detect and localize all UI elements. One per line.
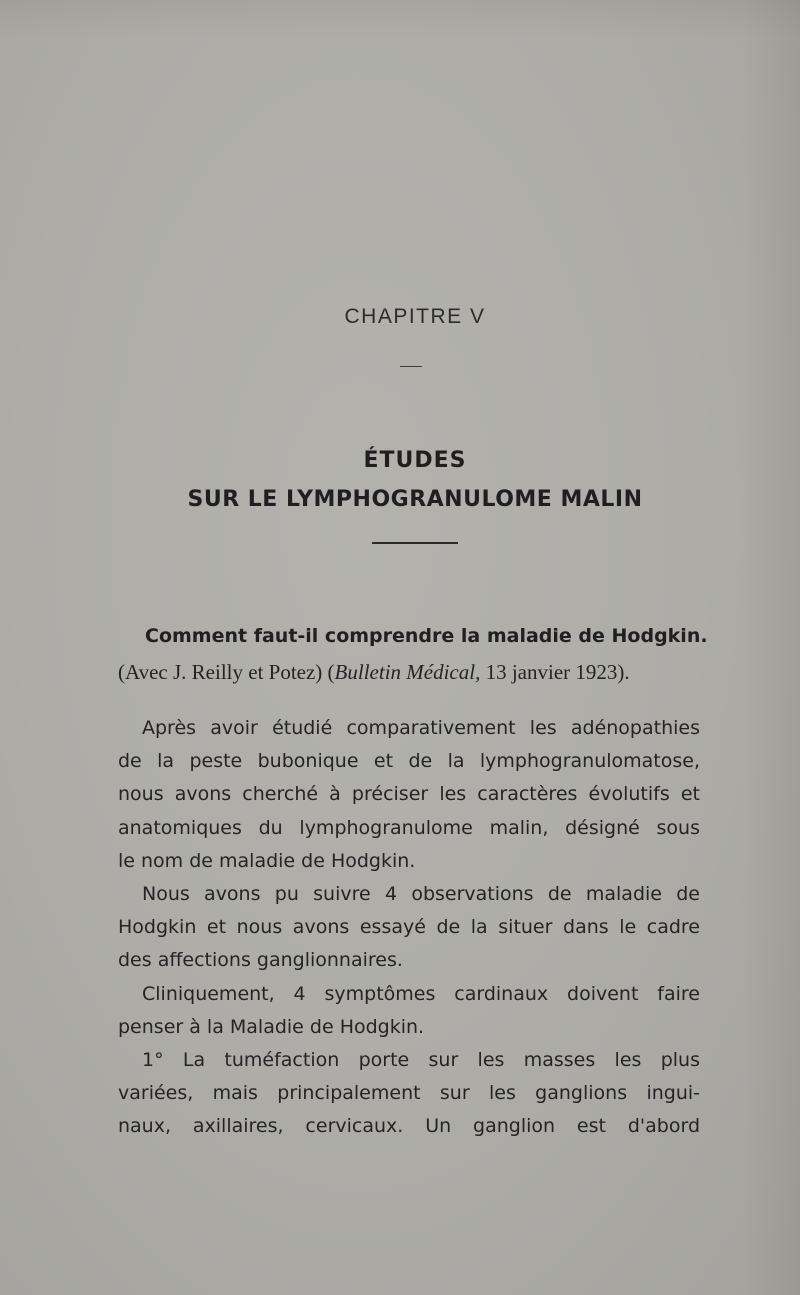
page-top-shadow <box>0 0 800 40</box>
section-heading: Comment faut-il comprendre la maladie de Hodgkin. <box>145 625 708 647</box>
page-edge-shadow <box>740 0 800 1295</box>
citation-date: 13 janvier 1923). <box>480 660 630 684</box>
citation-journal: Bulletin Médical, <box>334 660 481 684</box>
text-line: anatomiques du lymphogranulome malin, désigné sous <box>118 816 700 839</box>
text-line: le nom de maladie de Hodgkin. <box>118 849 416 872</box>
chapter-title-line-2: SUR LE LYMPHOGRANULOME MALIN <box>187 487 643 512</box>
chapter-separator-dash <box>400 366 422 367</box>
text-line: variées, mais principalement sur les ganglions ingui- <box>118 1082 700 1105</box>
citation-authors: (Avec J. Reilly et Potez) ( <box>118 660 335 684</box>
title-rule <box>372 542 458 544</box>
text-line: 1° La tuméfaction porte sur les masses les plus <box>142 1049 700 1072</box>
chapter-title-line-1: ÉTUDES <box>363 448 467 473</box>
text-line: nous avons cherché à préciser les caractères évolutifs et <box>118 783 700 806</box>
text-line: penser à la Maladie de Hodgkin. <box>118 1015 425 1038</box>
text-line: Cliniquement, 4 symptômes cardinaux doivent faire <box>142 982 700 1005</box>
citation <box>118 660 708 685</box>
text-line: Nous avons pu suivre 4 observations de maladie de <box>142 883 700 906</box>
text-line: de la peste bubonique et de la lymphogranulomatose, <box>118 750 700 773</box>
text-line: Hodgkin et nous avons essayé de la situer dans le cadre <box>118 916 700 939</box>
text-line: des affections ganglionnaires. <box>118 949 403 972</box>
text-line: naux, axillaires, cervicaux. Un ganglion est d'abord <box>118 1115 700 1138</box>
text-line: Après avoir étudié comparativement les adénopathies <box>142 717 700 739</box>
body-paragraphs <box>118 712 700 1144</box>
chapter-number: CHAPITRE V <box>344 305 486 328</box>
